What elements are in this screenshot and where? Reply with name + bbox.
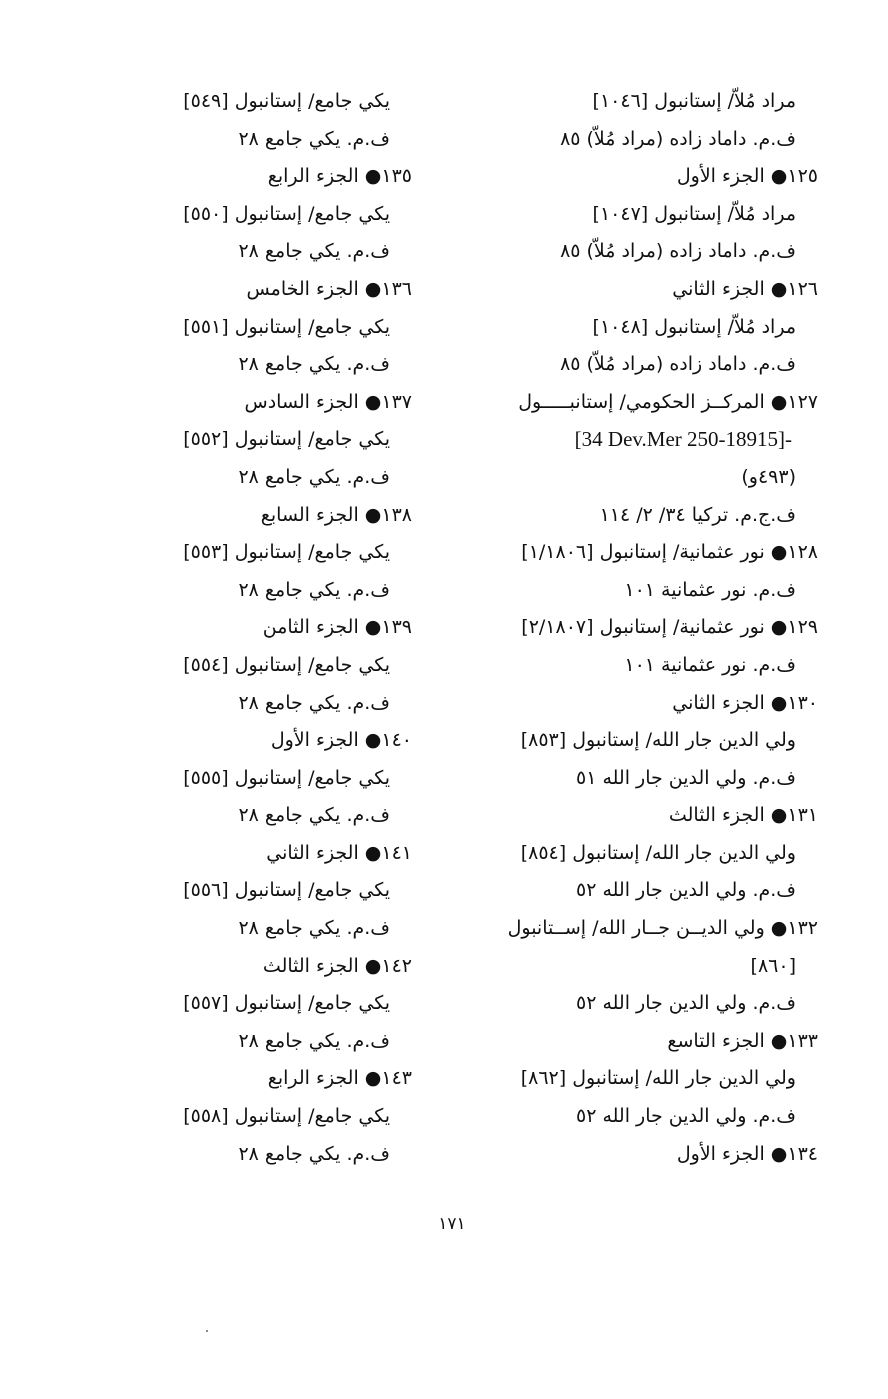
entry-line: ف.م. ولي الدين جار الله ٥١ (575, 766, 796, 789)
entry-line: ف.م. يكي جامع ٢٨ (238, 917, 390, 940)
entry-line: يكي جامع/ إستانبول [٥٥٦] (183, 879, 390, 902)
entry-line: ف.م. ولي الدين جار الله ٥٢ (575, 992, 796, 1015)
entry-line: ف.م. يكي جامع ٢٨ (238, 1029, 390, 1052)
entry-line: ف.م. يكي جامع ٢٨ (238, 127, 390, 150)
right-column (478, 83, 818, 1173)
entry-line: ف.م. يكي جامع ٢٨ (238, 240, 390, 263)
entry-line: ولي الدين جار الله/ إستانبول [٨٦٢] (520, 1067, 796, 1090)
entry-heading: ١٣٠● الجزء الثاني (672, 691, 818, 714)
entry-line: يكي جامع/ إستانبول [٥٥١] (183, 315, 390, 338)
entry-heading: ١٣٤● الجزء الأول (676, 1142, 818, 1165)
entry-line: يكي جامع/ إستانبول [٥٥٣] (183, 541, 390, 564)
entry-line: ف.م. ولي الدين جار الله ٥٢ (575, 1105, 796, 1128)
entry-line: يكي جامع/ إستانبول [٥٥٧] (183, 992, 390, 1015)
entry-line: ولي الدين جار الله/ إستانبول [٨٥٣] (520, 729, 796, 752)
entry-line: ف.م. يكي جامع ٢٨ (238, 804, 390, 827)
entry-heading: ١٢٧● المركــز الحكومي/ إستانبـــــول (518, 390, 818, 413)
page-number: ١٧١ (438, 1214, 466, 1234)
entry-heading: ١٣٦● الجزء الخامس (246, 277, 412, 300)
entry-line: ف.م. نور عثمانية ١٠١ (624, 578, 796, 601)
entry-heading: ١٣٩● الجزء الثامن (262, 616, 412, 639)
entry-line: ف.م. يكي جامع ٢٨ (238, 578, 390, 601)
scan-speck (206, 1330, 208, 1332)
entry-line: يكي جامع/ إستانبول [٥٥٤] (183, 653, 390, 676)
entry-line: يكي جامع/ إستانبول [٥٥٨] (183, 1105, 390, 1128)
entry-heading: ١٤١● الجزء الثاني (266, 841, 412, 864)
entry-heading: ١٤٣● الجزء الرابع (267, 1067, 412, 1090)
entry-line: مراد مُلاّ/ إستانبول [١٠٤٨] (592, 315, 796, 338)
entry-heading: ١٢٨● نور عثمانية/ إستانبول [١/١٨٠٦] (521, 541, 818, 564)
entry-line: مراد مُلاّ/ إستانبول [١٠٤٧] (592, 202, 796, 225)
shelfmark-line: [34 Dev.Mer 250-18915]- (574, 427, 792, 452)
entry-line: (٤٩٣و) (741, 465, 796, 488)
entry-line: ف.م. داماد زاده (مراد مُلاّ) ٨٥ (560, 240, 796, 263)
entry-line: يكي جامع/ إستانبول [٥٥٠] (183, 202, 390, 225)
entry-heading: ١٣٢● ولي الديــن جــار الله/ إســتانبول (507, 917, 818, 940)
entry-heading: ١٣٨● الجزء السابع (260, 503, 412, 526)
entry-line: ف.م. يكي جامع ٢٨ (238, 353, 390, 376)
entry-line: ف.م. ولي الدين جار الله ٥٢ (575, 879, 796, 902)
entry-line: يكي جامع/ إستانبول [٥٥٢] (183, 428, 390, 451)
entry-line: يكي جامع/ إستانبول [٥٤٩] (183, 90, 390, 112)
entry-line: مراد مُلاّ/ إستانبول [١٠٤٦] (592, 90, 796, 112)
entry-line: ف.م. يكي جامع ٢٨ (238, 465, 390, 488)
entry-heading: ١٢٦● الجزء الثاني (672, 277, 818, 300)
entry-heading: ١٣٣● الجزء التاسع (667, 1029, 818, 1052)
entry-heading: ١٣١● الجزء الثالث (668, 804, 818, 827)
entry-line: ف.م. داماد زاده (مراد مُلاّ) ٨٥ (560, 353, 796, 376)
entry-line: ولي الدين جار الله/ إستانبول [٨٥٤] (520, 841, 796, 864)
entry-line: ف.م. داماد زاده (مراد مُلاّ) ٨٥ (560, 127, 796, 150)
entry-heading: ١٣٥● الجزء الرابع (267, 165, 412, 188)
entry-heading: ١٣٧● الجزء السادس (244, 390, 412, 413)
entry-line: ف.م. نور عثمانية ١٠١ (624, 653, 796, 676)
left-column (122, 83, 412, 1173)
entry-line: [٨٦٠] (750, 954, 796, 977)
entry-heading: ١٤٠● الجزء الأول (270, 729, 412, 752)
entry-heading: ١٢٥● الجزء الأول (676, 165, 818, 188)
entry-line: يكي جامع/ إستانبول [٥٥٥] (183, 766, 390, 789)
entry-line: ف.م. يكي جامع ٢٨ (238, 691, 390, 714)
entry-line: ف.م. يكي جامع ٢٨ (238, 1142, 390, 1165)
entry-heading: ١٢٩● نور عثمانية/ إستانبول [٢/١٨٠٧] (521, 616, 818, 639)
entry-heading: ١٤٢● الجزء الثالث (262, 954, 412, 977)
entry-line: ف.ج.م. تركيا ٣٤/ ٢/ ١١٤ (599, 503, 796, 526)
